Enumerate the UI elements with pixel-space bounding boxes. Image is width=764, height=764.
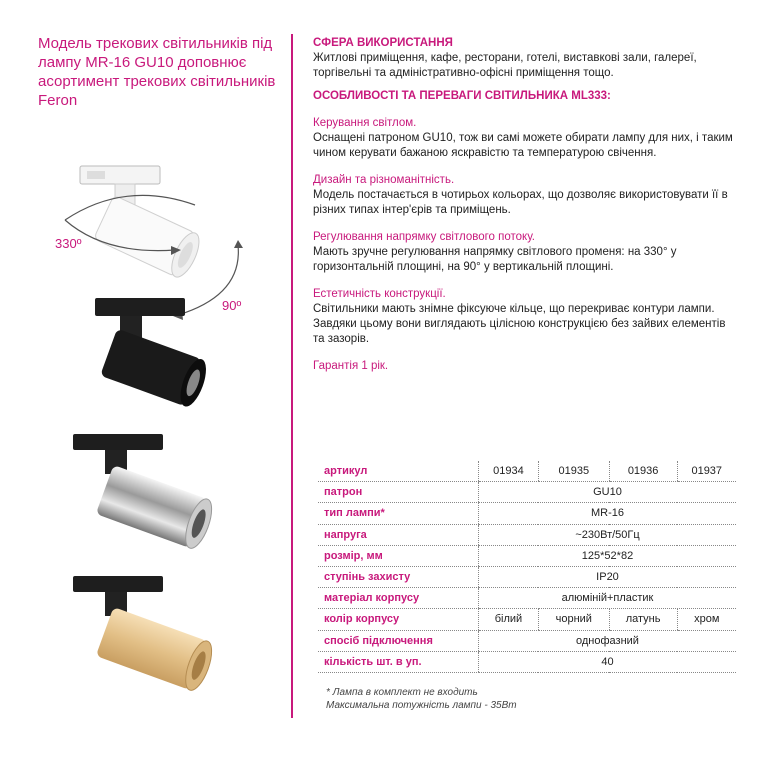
spec-label: ступінь захисту: [318, 566, 479, 587]
spec-value: 125*52*82: [479, 545, 737, 566]
table-row: [318, 630, 736, 651]
table-row: [318, 503, 736, 524]
spec-value: MR-16: [479, 503, 737, 524]
spec-value: 01937: [677, 461, 736, 482]
footnote-power: Максимальна потужність лампи - 35Вт: [326, 700, 517, 711]
table-row: [318, 651, 736, 672]
warranty-text: Гарантія 1 рік.: [313, 360, 389, 372]
scope-text: Житлові приміщення, кафе, ресторани, готелі, виставкові зали, галереї, торгівельні та адміністративно-офісні приміщення тощо.: [313, 52, 697, 79]
divider-line: [291, 34, 293, 718]
footnote: [326, 686, 517, 712]
footnote-lamp: * Лампа в комплект не входить: [326, 687, 478, 698]
description-block: [313, 36, 738, 374]
spec-label: кількість шт. в уп.: [318, 651, 479, 672]
scope-heading: СФЕРА ВИКОРИСТАННЯ: [313, 37, 453, 49]
spec-label: тип лампи*: [318, 503, 479, 524]
table-row: [318, 482, 736, 503]
spec-value: IP20: [479, 566, 737, 587]
table-row: [318, 566, 736, 587]
spec-value: 01936: [609, 461, 677, 482]
spec-value: білий: [479, 609, 539, 630]
spec-value: GU10: [479, 482, 737, 503]
spec-value: латунь: [609, 609, 677, 630]
features-heading: ОСОБЛИВОСТІ ТА ПЕРЕВАГИ СВІТИЛЬНИКА ML333:: [313, 90, 611, 102]
feature-title: Естетичність конструкції.: [313, 288, 446, 300]
chrome-track-light-image: [65, 432, 225, 562]
spec-table: [318, 461, 736, 673]
table-row: [318, 524, 736, 545]
black-track-light-image: [65, 296, 225, 416]
spec-label: спосіб підключення: [318, 630, 479, 651]
feature-title: Дизайн та різноманітність.: [313, 174, 455, 186]
spec-value: хром: [677, 609, 736, 630]
spec-label: напруга: [318, 524, 479, 545]
feature-text: Оснащені патроном GU10, тож ви самі можете обирати лампу для них, і таким чином керувати бажаною яскравістю та температурою свічення.: [313, 132, 733, 159]
spec-label: колір корпусу: [318, 609, 479, 630]
feature-text: Модель постачається в чотирьох кольорах, що дозволяє використовувати її в різних типах інтер'єрів та приміщень.: [313, 189, 728, 216]
spec-value: алюміній+пластик: [479, 588, 737, 609]
table-row: [318, 588, 736, 609]
feature-text: Мають зручне регулювання напрямку світлового променя: на 330° у горизонтальній площині, на 90° у вертикальній площині.: [313, 246, 677, 273]
table-row: [318, 545, 736, 566]
feature-text: Світильники мають знімне фіксуюче кільце, що перекриває контури лампи. Завдяки цьому вони виглядають цілісною конструкцією без зайвих елементів та зазорів.: [313, 303, 726, 345]
spec-label: артикул: [318, 461, 479, 482]
spec-value: 40: [479, 651, 737, 672]
spec-label: розмір, мм: [318, 545, 479, 566]
spec-label: патрон: [318, 482, 479, 503]
rotation-vertical-label: 90º: [222, 298, 242, 313]
feature-title: Регулювання напрямку світлового потоку.: [313, 231, 535, 243]
table-row: [318, 461, 736, 482]
intro-title: Модель трекових світильників під лампу MR-16 GU10 доповнює асортимент трекових світильників Feron: [38, 35, 276, 109]
table-row: [318, 609, 736, 630]
spec-value: ~230Вт/50Гц: [479, 524, 737, 545]
spec-value: 01934: [479, 461, 539, 482]
rotation-horizontal-label: 330º: [55, 236, 82, 251]
spec-label: матеріал корпусу: [318, 588, 479, 609]
spec-value: 01935: [538, 461, 609, 482]
brass-track-light-image: [65, 574, 225, 704]
spec-value: чорний: [538, 609, 609, 630]
feature-title: Керування світлом.: [313, 117, 417, 129]
spec-value: однофазний: [479, 630, 737, 651]
